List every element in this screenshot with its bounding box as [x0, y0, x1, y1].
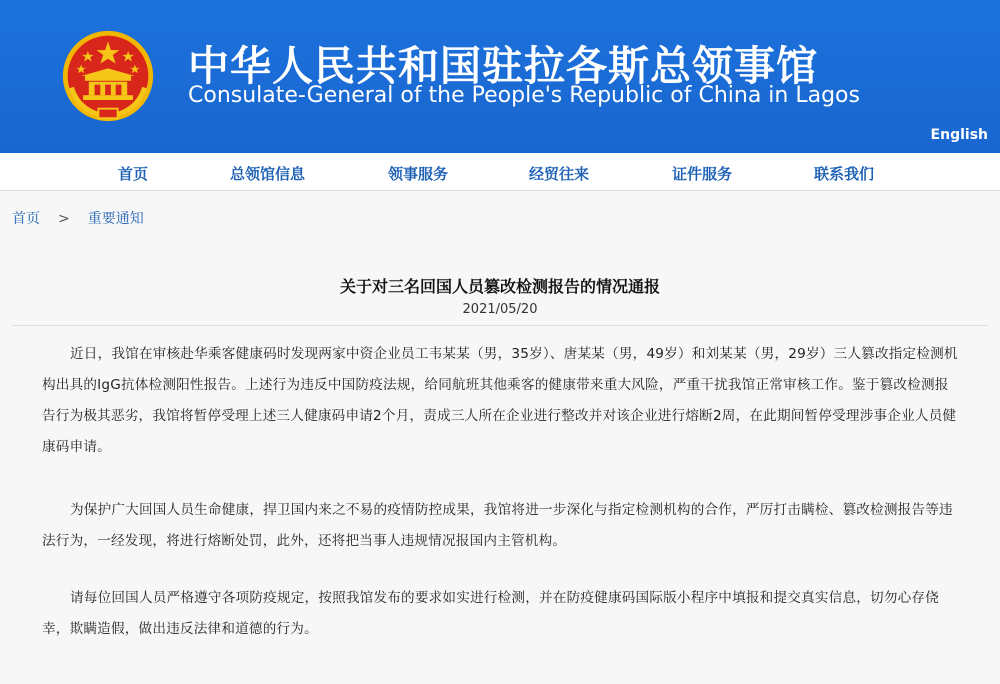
content-area: [0, 191, 1000, 684]
nav-item-home[interactable]: 首页: [118, 165, 149, 183]
article-paragraph-1: 近日，我馆在审核赴华乘客健康码时发现两家中资企业员工韦某某（男，35岁）、唐某某（男，49岁）和刘某某（男，29岁）三人篡改指定检测机构出具的IgG抗体检测阳性报告。上述行为违反中国防疫法规，给同航班其他乘客的健康带来重大风险，严重干扰我馆正常审核工作。鉴于篡改检测报告行为极其恶劣，我馆将暂停受理上述三人健康码申请2个月，责成三人所在企业进行整改并对该企业进行熔断2周，在此期间暂停受理涉事企业人员健康码申请。: [42, 346, 958, 455]
breadcrumb: [12, 208, 144, 228]
nav-item-consular-services[interactable]: 领事服务: [388, 165, 449, 183]
nav-item-economic-trade[interactable]: 经贸往来: [529, 165, 590, 183]
main-nav: [0, 153, 1000, 191]
title-divider: [12, 325, 988, 326]
consulate-title-en: Consulate-General of the People's Republic of China in Lagos: [188, 83, 860, 108]
header-banner: [0, 0, 1000, 153]
article-date: 2021/05/20: [462, 302, 538, 317]
english-language-link[interactable]: English: [930, 127, 988, 143]
breadcrumb-current-link[interactable]: 重要通知: [87, 211, 144, 227]
article-paragraph-2: 为保护广大回国人员生命健康，捍卫国内来之不易的疫情防控成果，我馆将进一步深化与指定检测机构的合作，严厉打击瞒检、篡改检测报告等违法行为，一经发现，将进行熔断处罚，此外，还将把当事人违规情况报国内主管机构。: [42, 502, 953, 549]
breadcrumb-separator: >: [58, 211, 70, 227]
breadcrumb-home-link[interactable]: 首页: [12, 211, 40, 227]
article-paragraph-3: 请每位回国人员严格遵守各项防疫规定，按照我馆发布的要求如实进行检测，并在防疫健康码国际版小程序中填报和提交真实信息，切勿心存侥幸，欺瞒造假，做出违反法律和道德的行为。: [42, 590, 940, 637]
article-title: 关于对三名回国人员篡改检测报告的情况通报: [339, 277, 660, 296]
nav-item-consulate-info[interactable]: 总领馆信息: [230, 165, 306, 183]
nav-item-contact-us[interactable]: 联系我们: [814, 165, 875, 183]
consulate-title-cn: 中华人民共和国驻拉各斯总领事馆: [188, 42, 818, 90]
nav-item-document-services[interactable]: 证件服务: [672, 165, 733, 183]
national-emblem-icon: [60, 28, 156, 124]
